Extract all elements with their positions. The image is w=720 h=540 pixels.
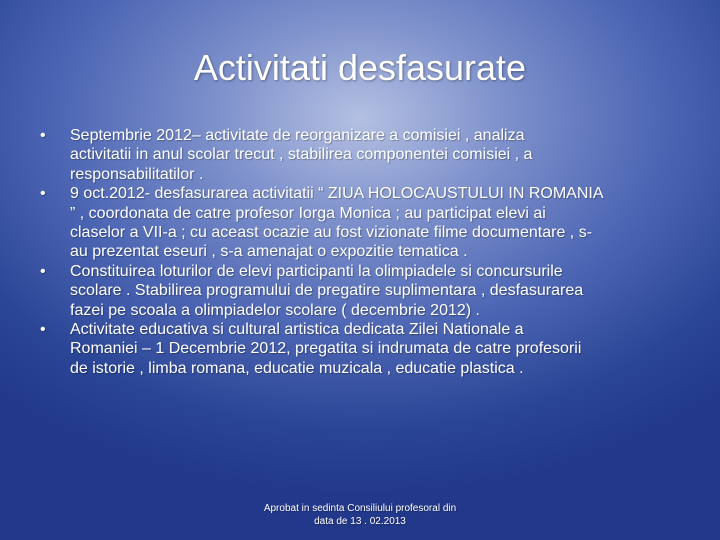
bullet-line: scolare . Stabilirea programului de pregatire suplimentara , desfasurarea	[70, 282, 584, 300]
bullet-line: ” , coordonata de catre profesor Iorga Monica ; au participat elevi ai	[70, 204, 546, 222]
bullet-line: Septembrie 2012– activitate de reorganizare a comisiei , analiza	[70, 127, 525, 144]
bullet-dot-icon: •	[40, 185, 46, 203]
approval-note	[240, 502, 480, 528]
bullet-item	[36, 262, 686, 320]
bullet-line: Romaniei – 1 Decembrie 2012, pregatita si indrumata de catre profesorii	[70, 340, 582, 358]
bullet-line: au prezentat eseuri , s-a amenajat o expozitie tematica .	[70, 243, 468, 261]
bullet-list	[36, 126, 686, 378]
bullet-item	[36, 184, 686, 262]
bullet-line: claselor a VII-a ; cu aceast ocazie au fost vizionate filme documentare , s-	[70, 224, 593, 242]
bullet-item	[36, 126, 686, 184]
slide-title: Activitati desfasurate	[193, 47, 527, 88]
bullet-item	[36, 320, 686, 378]
approval-note-line: Aprobat in sedinta Consiliului profesoral din	[263, 503, 457, 514]
approval-note-line: data de 13 . 02.2013	[314, 516, 406, 527]
bullet-line: responsabilitatilor .	[70, 165, 204, 183]
bullet-line: de istorie , limba romana, educatie muzicala , educatie plastica .	[70, 359, 524, 377]
bullet-line: activitatii in anul scolar trecut , stabilirea componentei comisiei , a	[70, 146, 533, 164]
bullet-dot-icon: •	[40, 127, 46, 144]
bullet-line: fazei pe scoala a olimpiadelor scolare ( decembrie 2012) .	[70, 301, 480, 319]
bullet-dot-icon: •	[40, 262, 46, 280]
bullet-line: Activitate educativa si cultural artistica dedicata Zilei Nationale a	[70, 321, 524, 339]
bullet-line: 9 oct.2012- desfasurarea activitatii “ ZIUA HOLOCAUSTULUI IN ROMANIA	[70, 185, 604, 203]
bullet-dot-icon: •	[40, 321, 46, 339]
bullet-line: Constituirea loturilor de elevi participanti la olimpiadele si concursurile	[70, 262, 563, 280]
